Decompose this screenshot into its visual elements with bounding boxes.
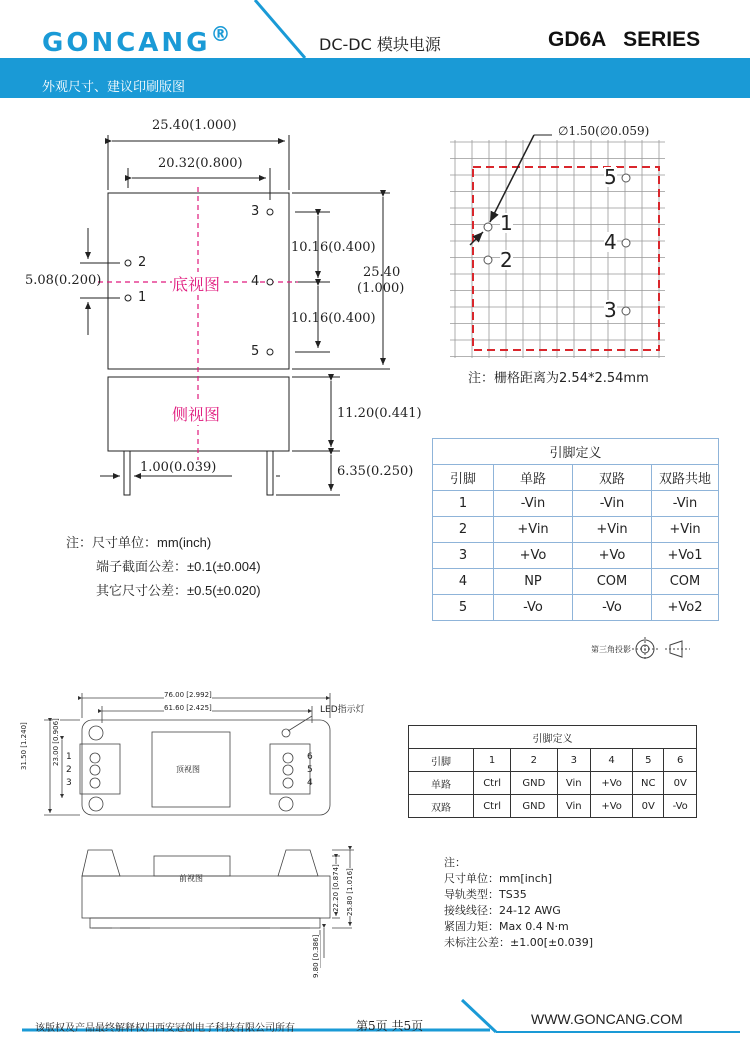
section-title: 外观尺寸、建议印刷版图 (42, 80, 186, 95)
cell: 单路 (409, 772, 474, 795)
din-note-line: 未标注公差：±1.00[±0.039] (444, 936, 593, 949)
third-angle-projection-icon (632, 637, 692, 661)
side-view-label: 侧视图 (172, 402, 220, 425)
cell: Ctrl (474, 772, 511, 795)
din-table-header (409, 749, 697, 772)
cell: Vin (557, 772, 591, 795)
footer-page: 第5页 共5页 (356, 1019, 424, 1033)
din-notes (444, 855, 593, 951)
footer-copyright: 该版权及产品最终解释权归西安冠创电子科技有限公司所有 (35, 1023, 295, 1034)
din-note-line: 紧固力矩：Max 0.4 N·m (444, 920, 569, 933)
cell: +Vo2 (652, 595, 719, 621)
pin2-hole (125, 260, 131, 266)
din-note-line: 导轨类型：TS35 (444, 888, 527, 901)
dim-pin-dia: 1.00(0.039) (140, 460, 217, 475)
cell: -Vo (494, 595, 573, 621)
grid-pin2: 2 (500, 248, 513, 272)
pin1-label: 1 (138, 290, 147, 305)
pcb-grid (440, 120, 670, 360)
header-cell: 引脚 (409, 749, 474, 772)
din-pin-table (408, 725, 697, 818)
cell: GND (511, 795, 557, 818)
dim-front-h2: 25.80 [1.016] (346, 868, 354, 916)
dim-width: 25.40(1.000) (152, 118, 237, 133)
footer-website: WWW.GONCANG.COM (531, 1011, 683, 1027)
header-cell: 1 (474, 749, 511, 772)
pin5-label: 5 (251, 344, 260, 359)
table-row (433, 543, 719, 569)
side-pin-left (124, 451, 130, 495)
brand-logo (42, 22, 234, 58)
header-cell: 引脚 (433, 465, 494, 491)
header-cell: 5 (633, 749, 664, 772)
pin1-hole (125, 295, 131, 301)
header-cell: 2 (511, 749, 557, 772)
right-terminal-4: 4 (307, 778, 313, 788)
dim-side-height: 11.20(0.441) (337, 406, 422, 421)
note-units-label: 注：尺寸单位： (66, 536, 158, 551)
pin-definition-table (432, 438, 719, 621)
cell: +Vo (591, 795, 633, 818)
led-indicator-label: LED指示灯 (320, 705, 365, 715)
note-other-value: ±0.5(±0.020) (187, 583, 261, 598)
grid-note-prefix: 注：栅格距离为 (468, 371, 560, 386)
pin4-hole (267, 279, 273, 285)
table-row (409, 772, 697, 795)
dim-height-2: 23.00 [0.906] (52, 718, 60, 766)
grid-note-value: 2.54*2.54mm (559, 371, 649, 386)
series-title: GD6A SERIES (548, 28, 701, 51)
note-line-other (66, 579, 261, 603)
cell: +Vin (573, 517, 652, 543)
header-cell: 3 (557, 749, 591, 772)
cell: -Vo (573, 595, 652, 621)
cell: COM (652, 569, 719, 595)
cell: Ctrl (474, 795, 511, 818)
brand-text: GONCANG (42, 28, 211, 58)
cell: 1 (433, 491, 494, 517)
projection-label: 第三角投影 (591, 645, 631, 654)
cell: -Vin (494, 491, 573, 517)
cell: +Vo (494, 543, 573, 569)
table-row (409, 795, 697, 818)
cell: -Vo (664, 795, 697, 818)
header (0, 0, 750, 100)
table-row (433, 517, 719, 543)
cell: Vin (557, 795, 591, 818)
table-row (433, 595, 719, 621)
table-row (433, 491, 719, 517)
cell: 2 (433, 517, 494, 543)
note-units-value: mm(inch) (157, 535, 212, 550)
cell: +Vo (573, 543, 652, 569)
cell: 4 (433, 569, 494, 595)
dim-height-a: 25.40 (363, 265, 401, 280)
dim-pitch: 20.32(0.800) (158, 156, 243, 171)
cell: 0V (633, 795, 664, 818)
dim-front-h1: 22.20 [0.874] (332, 864, 340, 912)
dim-pin-length: 6.35(0.250) (337, 464, 414, 479)
header-cell: 单路 (494, 465, 573, 491)
pin3-hole (267, 209, 273, 215)
cell: +Vo (591, 772, 633, 795)
cell: -Vin (652, 491, 719, 517)
header-cell: 双路 (573, 465, 652, 491)
header-cell: 4 (591, 749, 633, 772)
pin-table-header (433, 465, 719, 491)
header-subtitle: DC-DC 模块电源 (319, 35, 441, 54)
cell: +Vo1 (652, 543, 719, 569)
note-line-units (66, 531, 261, 555)
pin2-label: 2 (138, 255, 147, 270)
dim-right-lower: 10.16(0.400) (291, 311, 376, 326)
cell: 0V (664, 772, 697, 795)
note-line-terminal (66, 555, 261, 579)
dim-right-upper: 10.16(0.400) (291, 240, 376, 255)
note-other-label: 其它尺寸公差： (96, 584, 188, 599)
dim-front-h3: 9.80 [0.386] (312, 934, 320, 978)
notes-block (66, 531, 261, 603)
header-cell: 双路共地 (652, 465, 719, 491)
top-view-label: 顶视图 (176, 765, 200, 774)
cell: +Vin (652, 517, 719, 543)
note-terminal-value: ±0.1(±0.004) (187, 559, 261, 574)
din-note-line: 接线线径：24-12 AWG (444, 904, 561, 917)
header-cell: 6 (664, 749, 697, 772)
note-terminal-label: 端子截面公差： (96, 560, 188, 575)
cell: NC (633, 772, 664, 795)
grid-note (468, 367, 649, 386)
pin4-label: 4 (251, 274, 260, 289)
dim-height-b: (1.000) (357, 281, 405, 296)
left-terminal-2: 2 (66, 765, 72, 775)
cell: -Vin (573, 491, 652, 517)
grid-pin5: 5 (604, 165, 617, 189)
pin3-label: 3 (251, 204, 260, 219)
hole-diameter-label: ∅1.50(∅0.059) (558, 124, 650, 138)
table-row (433, 569, 719, 595)
din-note-line: 尺寸单位：mm[inch] (444, 872, 553, 885)
registered-mark: ® (210, 22, 234, 46)
right-terminal-6: 6 (307, 752, 313, 762)
dim-inner-width: 61.60 [2.425] (164, 704, 212, 712)
din-table-title: 引脚定义 (409, 726, 697, 749)
bottom-view-label: 底视图 (172, 272, 220, 295)
cell: 5 (433, 595, 494, 621)
din-notes-title: 注： (444, 856, 466, 869)
cell: 3 (433, 543, 494, 569)
cell: 双路 (409, 795, 474, 818)
grid-pin3: 3 (604, 298, 617, 322)
cell: COM (573, 569, 652, 595)
side-pin-right (267, 451, 273, 495)
right-terminal-5: 5 (307, 765, 313, 775)
grid-pin1: 1 (500, 211, 513, 235)
dim-height-1: 31.50 [1.240] (20, 722, 28, 770)
left-terminal-1: 1 (66, 752, 72, 762)
front-view-label: 前视图 (179, 874, 203, 883)
dim-total-width: 76.00 [2.992] (164, 691, 212, 699)
pin-table-title: 引脚定义 (433, 439, 719, 465)
dim-left: 5.08(0.200) (25, 273, 102, 288)
cell: GND (511, 772, 557, 795)
pin5-hole (267, 349, 273, 355)
left-terminal-3: 3 (66, 778, 72, 788)
cell: NP (494, 569, 573, 595)
grid-pin4: 4 (604, 230, 617, 254)
cell: +Vin (494, 517, 573, 543)
